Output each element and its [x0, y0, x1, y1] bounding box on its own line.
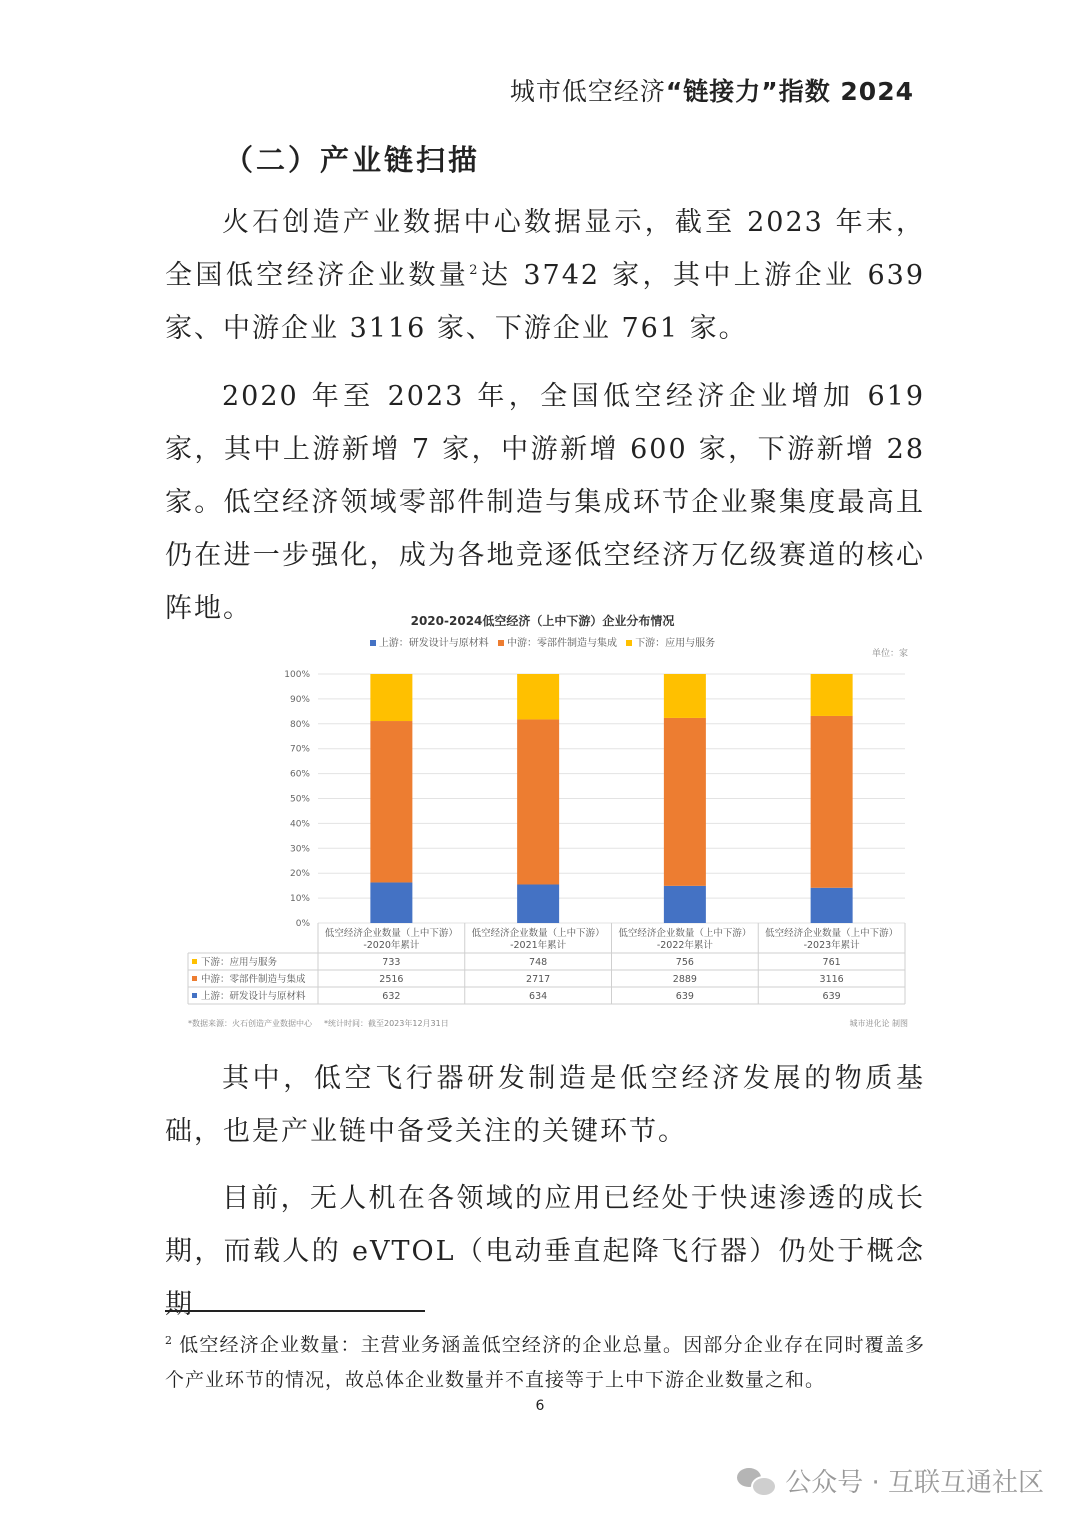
- chart-source-note: *数据来源：火石创造产业数据中心: [188, 1019, 312, 1028]
- x-category-label: 低空经济企业数量（上中下游）: [618, 928, 752, 939]
- table-value: 639: [675, 991, 694, 1002]
- bar-segment: [370, 721, 412, 882]
- bar-segment: [517, 719, 559, 884]
- bar-segment: [664, 674, 706, 718]
- paragraph-3: 其中，低空飞行器研发制造是低空经济发展的物质基础，也是产业链中备受关注的关键环节。: [165, 1063, 925, 1147]
- table-value: 632: [382, 991, 401, 1002]
- table-value: 748: [529, 957, 548, 968]
- legend-swatch-downstream: [626, 640, 632, 646]
- y-tick-label: 30%: [289, 844, 310, 855]
- x-category-label: -2021年累计: [510, 940, 567, 951]
- running-header: [510, 72, 914, 108]
- y-tick-label: 90%: [289, 694, 310, 705]
- y-tick-label: 40%: [289, 819, 310, 830]
- bar-segment: [517, 674, 559, 719]
- legend-swatch-midstream: [498, 640, 504, 646]
- y-tick-label: 0%: [295, 919, 310, 929]
- paragraph-4: 目前，无人机在各领域的应用已经处于快速渗透的成长期，而载人的 eVTOL（电动垂直起降飞行器）仍处于概念期: [165, 1183, 925, 1320]
- legend-item-upstream: [370, 634, 489, 649]
- footnote-divider: [165, 1310, 425, 1312]
- x-category-label: -2020年累计: [363, 940, 420, 951]
- bar-segment: [811, 674, 853, 716]
- table-value: 761: [822, 957, 841, 968]
- legend-label-downstream: 下游：应用与服务: [635, 638, 716, 649]
- paragraph-1: [165, 196, 925, 355]
- legend-swatch-upstream: [370, 640, 376, 646]
- x-category-label: -2023年累计: [803, 940, 860, 951]
- chart-credit: 城市进化论 制图: [849, 1019, 908, 1028]
- table-series-label: 中游：零部件制造与集成: [201, 974, 306, 985]
- chart-time-note: *统计时间：截至2023年12月31日: [324, 1019, 449, 1028]
- y-tick-label: 80%: [289, 719, 310, 730]
- header-title-highlight: “链接力”指数 2024: [665, 77, 914, 106]
- y-tick-label: 20%: [289, 869, 310, 880]
- chart-notes: [188, 1018, 461, 1029]
- legend-item-midstream: [498, 634, 617, 649]
- page-number: 6: [535, 1398, 545, 1414]
- table-series-label: 上游：研发设计与原材料: [201, 991, 306, 1002]
- table-series-label: 下游：应用与服务: [201, 957, 278, 968]
- header-title-main: 城市低空经济: [509, 77, 666, 106]
- y-tick-label: 100%: [284, 670, 310, 680]
- legend-item-downstream: [626, 634, 715, 649]
- chart-title: 2020-2024低空经济（上中下游）企业分布情况: [410, 614, 675, 628]
- bar-segment: [370, 674, 412, 721]
- table-value: 756: [675, 957, 694, 968]
- table-value: 2516: [379, 974, 404, 985]
- paragraph-1-text-a: 火石创造产业数据中心数据显示，截至 2023 年末，全国低空经济企业数量: [165, 207, 925, 291]
- y-tick-label: 10%: [289, 894, 310, 905]
- chart-legend: [180, 634, 905, 649]
- x-category-label: 低空经济企业数量（上中下游）: [765, 928, 899, 939]
- legend-label-midstream: 中游：零部件制造与集成: [507, 638, 617, 649]
- bar-segment: [811, 716, 853, 888]
- table-series-swatch: [192, 993, 197, 998]
- table-value: 3116: [819, 974, 844, 985]
- bar-segment: [664, 718, 706, 886]
- watermark: [737, 1462, 1044, 1499]
- footnote-text: 低空经济企业数量：主营业务涵盖低空经济的企业总量。因部分企业存在同时覆盖多个产业环节的情况，故总体企业数量并不直接等于上中下游企业数量之和。: [165, 1334, 925, 1391]
- chart-unit: 单位：家: [871, 649, 908, 659]
- footnote-marker: 2: [165, 1333, 173, 1347]
- bar-segment: [664, 886, 706, 923]
- distribution-chart: [180, 604, 920, 1034]
- paragraph-2: 2020 年至 2023 年，全国低空经济企业增加 619 家，其中上游新增 7 家，中游新增 600 家，下游新增 28 家。低空经济领域零部件制造与集成环节企业聚集度最高且仍在进一步强化，成为各地竞逐低空经济万亿级赛道的核心阵地。: [165, 381, 925, 624]
- table-series-swatch: [192, 976, 197, 981]
- bar-segment: [517, 884, 559, 923]
- section-title: （二）产业链扫描: [224, 143, 481, 177]
- y-tick-label: 60%: [289, 769, 310, 780]
- x-category-label: -2022年累计: [656, 940, 713, 951]
- x-category-label: 低空经济企业数量（上中下游）: [324, 928, 458, 939]
- table-value: 634: [529, 991, 548, 1002]
- y-tick-label: 70%: [289, 744, 310, 755]
- paragraph-1-text-b: 达 3742 家，其中上游企业 639 家、中游企业 3116 家、下游企业 761 家。: [165, 260, 926, 344]
- table-value: 2717: [526, 974, 551, 985]
- legend-label-upstream: 上游：研发设计与原材料: [378, 638, 489, 649]
- bar-segment: [370, 882, 412, 923]
- footnote-ref[interactable]: 2: [469, 263, 480, 278]
- wechat-icon: [737, 1466, 775, 1496]
- table-value: 639: [822, 991, 841, 1002]
- watermark-text: 公众号 · 互联互通社区: [785, 1468, 1044, 1498]
- table-series-swatch: [192, 959, 197, 964]
- chart-plot: [180, 659, 920, 1014]
- table-value: 733: [382, 957, 401, 968]
- x-category-label: 低空经济企业数量（上中下游）: [471, 928, 605, 939]
- y-tick-label: 50%: [289, 794, 310, 805]
- table-value: 2889: [672, 974, 697, 985]
- bar-segment: [811, 888, 853, 923]
- footnote: [165, 1328, 925, 1398]
